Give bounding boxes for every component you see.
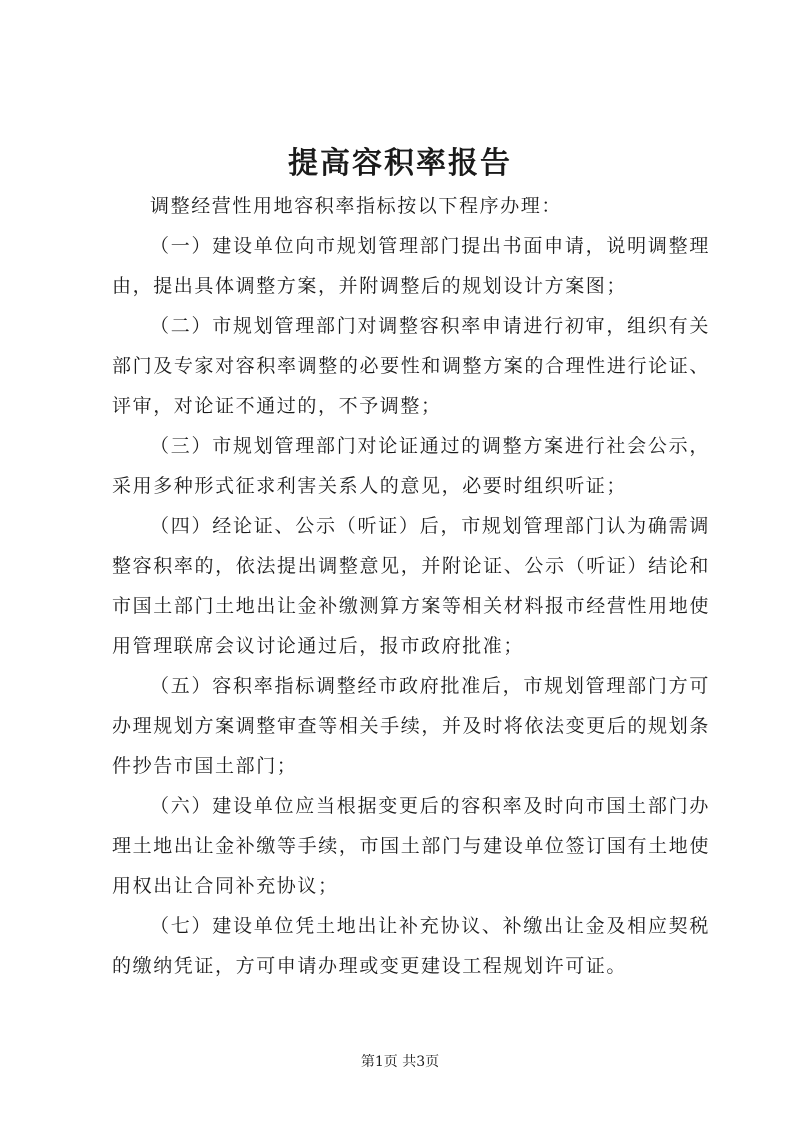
paragraph-step-5: （五）容积率指标调整经市政府批准后，市规划管理部门方可办理规划方案调整审查等相关手续，并及时将依法变更后的规划条件抄告市国土部门； <box>112 675 710 777</box>
document-body <box>112 186 710 986</box>
page-footer: 第1页 共3页 <box>360 1054 440 1070</box>
paragraph-intro: 调整经营性用地容积率指标按以下程序办理： <box>150 195 563 217</box>
paragraph-step-7: （七）建设单位凭土地出让补充协议、补缴出让金及相应契税的缴纳凭证，方可申请办理或变更建设工程规划许可证。 <box>112 915 710 977</box>
paragraph-step-3: （三）市规划管理部门对论证通过的调整方案进行社会公示，采用多种形式征求利害关系人的意见，必要时组织听证； <box>112 435 710 497</box>
paragraph-step-6: （六）建设单位应当根据变更后的容积率及时向市国土部门办理土地出让金补缴等手续，市国土部门与建设单位签订国有土地使用权出让合同补充协议； <box>112 795 710 897</box>
paragraph-step-2: （二）市规划管理部门对调整容积率申请进行初审，组织有关部门及专家对容积率调整的必要性和调整方案的合理性进行论证、评审，对论证不通过的，不予调整； <box>112 315 710 417</box>
paragraph-step-4: （四）经论证、公示（听证）后，市规划管理部门认为确需调整容积率的，依法提出调整意见，并附论证、公示（听证）结论和市国土部门土地出让金补缴测算方案等相关材料报市经营性用地使用管理联席会议讨论通过后，报市政府批准； <box>112 515 710 657</box>
paragraph-step-1: （一）建设单位向市规划管理部门提出书面申请，说明调整理由，提出具体调整方案，并附调整后的规划设计方案图； <box>112 235 710 297</box>
document-title: 提高容积率报告 <box>288 146 512 181</box>
